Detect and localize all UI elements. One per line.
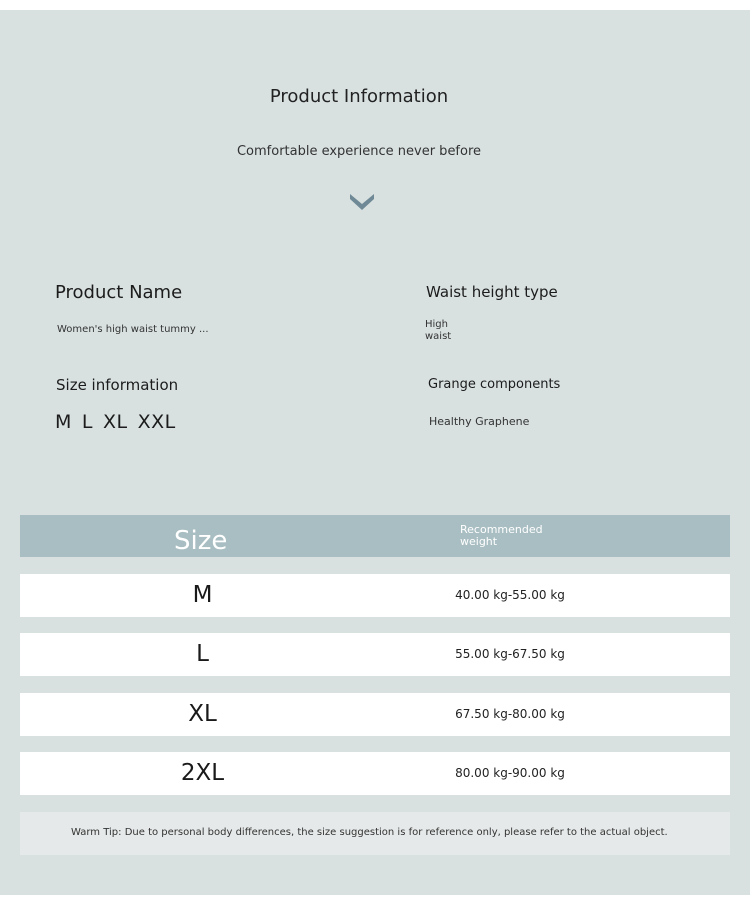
table-row bbox=[20, 693, 730, 736]
row-size: L bbox=[196, 641, 209, 667]
row-weight: 80.00 kg-90.00 kg bbox=[455, 766, 565, 780]
row-weight: 55.00 kg-67.50 kg bbox=[455, 647, 565, 661]
size-information-label: Size information bbox=[56, 376, 179, 394]
product-name-value: Women's high waist tummy ... bbox=[57, 324, 209, 335]
size-list bbox=[55, 411, 186, 433]
row-weight: 67.50 kg-80.00 kg bbox=[455, 707, 565, 721]
size-option: XL bbox=[103, 411, 128, 433]
waist-height-value-line1: High bbox=[425, 319, 448, 330]
waist-height-value-line2: waist bbox=[425, 331, 452, 342]
section-title: Product Information bbox=[269, 86, 449, 107]
warm-tip-text: Warm Tip: Due to personal body differences, the size suggestion is for reference only, please refer to the actual object. bbox=[71, 827, 668, 838]
size-column-header: Size bbox=[174, 526, 228, 556]
warm-tip-box bbox=[20, 812, 730, 855]
size-option: L bbox=[81, 411, 93, 433]
row-weight: 40.00 kg-55.00 kg bbox=[455, 588, 565, 602]
table-row bbox=[20, 574, 730, 617]
table-row bbox=[20, 633, 730, 676]
components-value: Healthy Graphene bbox=[429, 415, 530, 428]
weight-column-header: Recommended weight bbox=[460, 523, 543, 548]
size-option: XXL bbox=[137, 411, 176, 433]
waist-height-label: Waist height type bbox=[426, 283, 558, 301]
product-info-panel bbox=[0, 10, 750, 895]
row-size: 2XL bbox=[180, 760, 225, 786]
table-row bbox=[20, 752, 730, 795]
row-size: XL bbox=[188, 701, 217, 727]
product-name-label: Product Name bbox=[55, 282, 183, 303]
double-chevron-down-icon bbox=[348, 190, 376, 214]
section-subtitle: Comfortable experience never before bbox=[236, 144, 482, 159]
components-label: Grange components bbox=[428, 377, 561, 392]
row-size: M bbox=[192, 582, 213, 608]
size-option: M bbox=[55, 411, 72, 433]
size-table-header bbox=[20, 515, 730, 557]
